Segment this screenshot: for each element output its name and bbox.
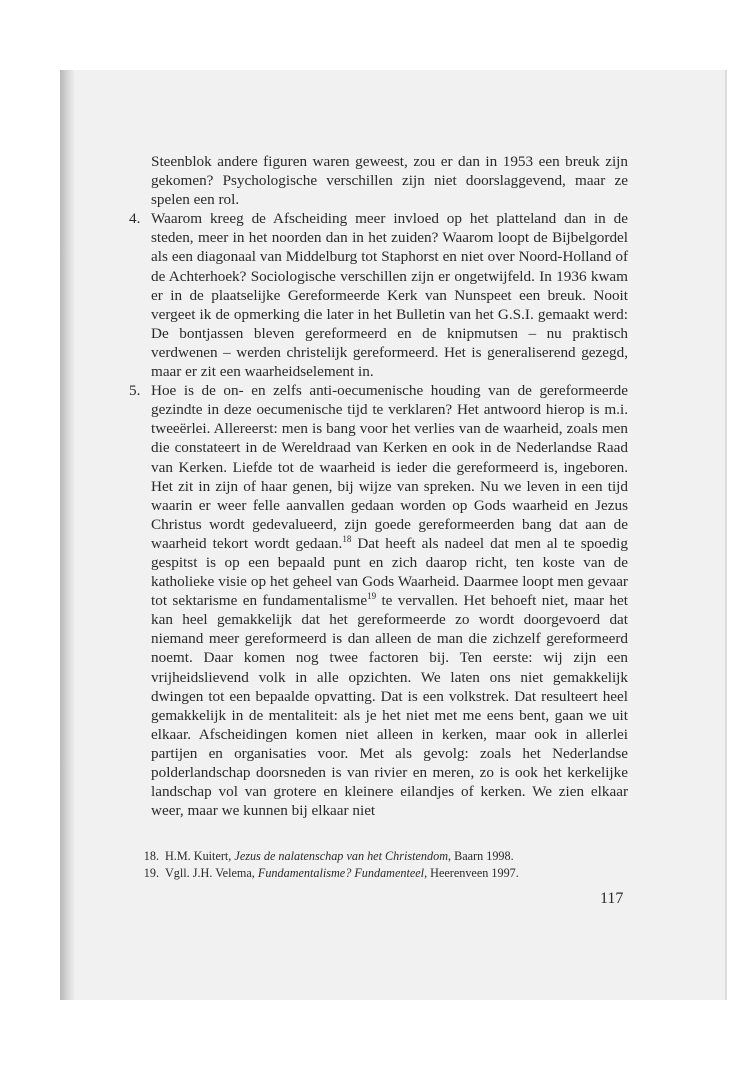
- footnote-rest: , Baarn 1998.: [448, 849, 514, 863]
- footnote-author: H.M. Kuitert,: [165, 849, 235, 863]
- list-item-5: [123, 381, 628, 820]
- list-item-4: [123, 209, 628, 381]
- footnote-number: 19.: [143, 866, 159, 880]
- text-segment: te vervallen. Het behoeft niet, maar het kan heel gemakkelijk dat het gereformeerde zo wordt doorgevoerd dat niemand meer gereformeerd is dan alleen de man die zichzelf gereformeerd noemt. Daar komen nog twee factoren bij. Ten eerste: wij zijn een vrijheidslievend volk in alle opzichten. We laten ons niet gemakkelijk dwingen tot een bepaalde opvatting. Dat is een volkstrek. Dat resulteert heel gemakkelijk in de mentaliteit: als je het niet met me eens bent, gaan we uit elkaar. Afscheidingen komen niet alleen in kerken, maar ook in allerlei partijen en organisaties voor. Met als gevolg: zoals het Nederlandse polderlandschap doorsneden is van rivier en meren, zo is ook het kerkelijke landschap vol van grotere en kleinere eilandjes of kerken. We zien elkaar weer, maar we kunnen bij elkaar niet: [151, 592, 628, 820]
- footnote-ref-19: 19: [367, 591, 377, 602]
- footnote-ref-18: 18: [342, 533, 352, 544]
- continuation-paragraph: Steenblok andere figuren waren geweest, zou er dan in 1953 een breuk zijn gekomen? Psychologische verschillen zijn niet doorslaggevend, maar ze spelen een rol.: [151, 153, 628, 209]
- page-number: 117: [600, 890, 624, 907]
- book-spine-shadow: [60, 70, 74, 1000]
- footnote-author: Vgll. J.H. Velema,: [165, 866, 258, 880]
- list-number: 4.: [129, 210, 141, 228]
- footnote-rest: , Heerenveen 1997.: [424, 866, 519, 880]
- footnote-title: Jezus de nalatenschap van het Christendom: [234, 849, 448, 863]
- body-text: [123, 152, 628, 820]
- footnote-title: Fundamentalisme? Fundamenteel: [257, 866, 425, 880]
- list-item-text: Waarom kreeg de Afscheiding meer invloed op het platteland dan in de steden, meer in het noorden dan in het zuiden? Waarom loopt de Bijbelgordel als een diagonaal van Middelburg tot Staphorst en niet over Noord-Holland of de Achterhoek? Sociologische verschillen zijn er ongetwijfeld. In 1936 kwam er in de plaatselijke Gereformeerde Kerk van Nunspeet een breuk. Nooit vergeet ik de opmerking die later in het Bulletin van het G.S.I. gemaakt werd: De bontjassen bleven gereformeerd en de knipmutsen – nu praktisch verdwenen – werden christelijk gereformeerd. Het is generaliserend gezegd, maar er zit een waarheidselement in.: [151, 210, 628, 381]
- footnote-text: [165, 848, 514, 865]
- list-number: 5.: [129, 382, 141, 400]
- text-segment: Hoe is de on- en zelfs anti-oecumenische houding van de gereformeerde gezindte in deze oecumenische tijd te verklaren? Het antwoord hierop is m.i. tweeërlei. Allereerst: men is bang voor het verlies van de waarheid, zoals men die constateert in de Wereldraad van Kerken en ook in de Nederlandse Raad van Kerken. Liefde tot de waarheid is ieder die gereformeerd is, ingeboren. Het zit in zijn of haar genen, bij wijze van spreken. Nu we leven in een tijd waarin er weer felle aanvallen gedaan worden op Gods waarheid en Jezus Christus wordt gedevalueerd, zijn goede gereformeerden bang dat aan de waarheid tekort wordt gedaan.: [151, 382, 628, 552]
- footnotes: [137, 848, 617, 882]
- text-segment: Dat heeft als nadeel dat men al te spoedig gespitst is op een bepaald punt en zich daarop richt, ten koste van de katholieke visie op het geheel van Gods Waarheid. Daarmee loopt men gevaar tot sektarisme en fundamentalisme: [151, 534, 628, 610]
- footnote-18: [137, 848, 617, 865]
- list-item-text: [151, 381, 628, 820]
- footnote-text: [165, 865, 519, 882]
- footnote-19: [137, 865, 617, 882]
- footnote-number: 18.: [143, 849, 159, 863]
